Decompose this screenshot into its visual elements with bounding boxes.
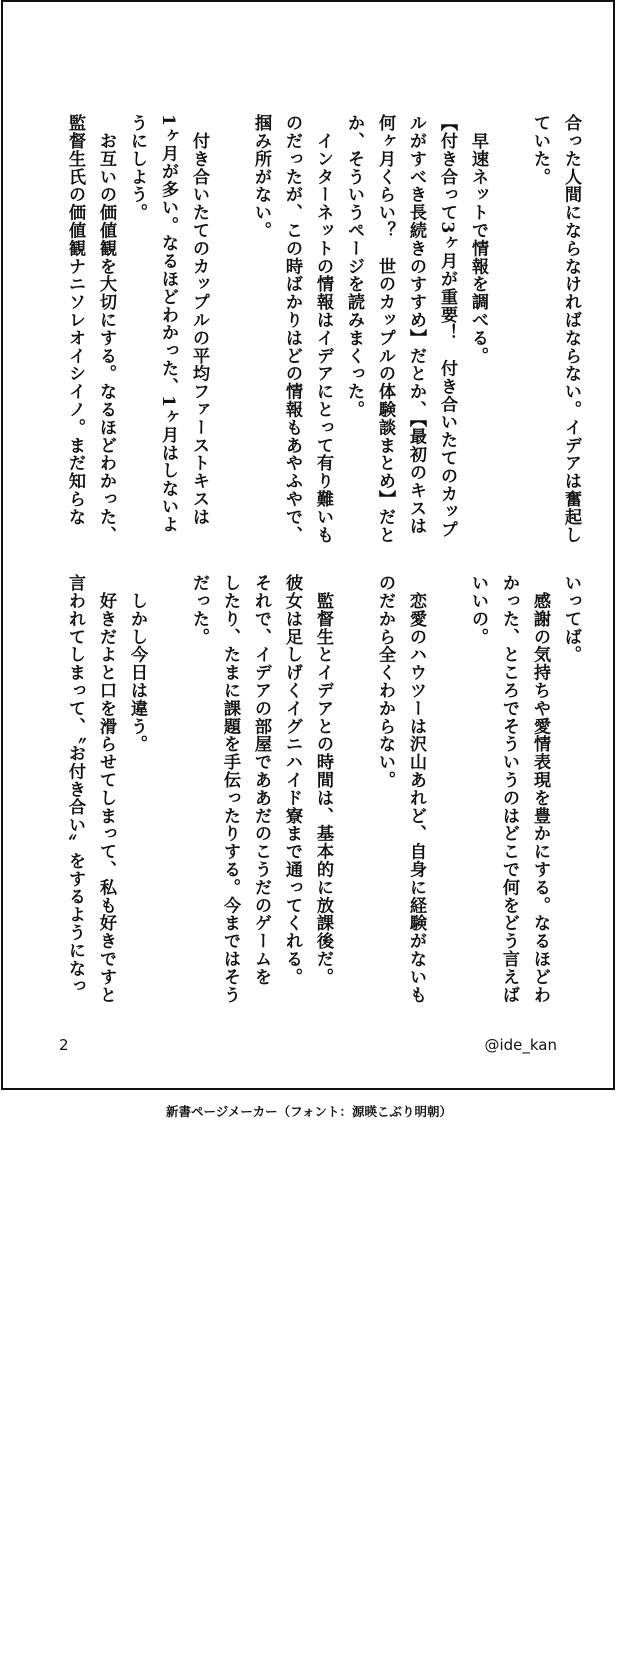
text-line: 掴み所がない。 — [251, 114, 271, 240]
text-line: 合った人間にならなければならない。イデアは奮起し — [561, 114, 581, 544]
app-footer-credit: 新書ページメーカー（フォント：源暎こぶり明朝） — [165, 1104, 452, 1119]
text-line: 付き合いたてのカップルの平均ファーストキスは — [189, 114, 209, 526]
lower-text-block — [59, 2, 586, 1660]
text-line: ていた。 — [530, 114, 550, 186]
text-line: 好きだよと口を滑らせてしまって、私も好きですと — [96, 574, 116, 1004]
text-line: だった。 — [189, 574, 209, 646]
text-line: いってば。 — [561, 574, 581, 664]
text-line: インターネットの情報はイデアにとって有り難いも — [313, 114, 333, 544]
text-line: したり、たまに課題を手伝ったりする。今まではそう — [220, 574, 240, 1004]
text-line: 監督生氏の価値観ナニソレオイシイノ。まだ知らな — [65, 114, 85, 526]
text-line: 何ヶ月くらい？ 世のカップルの体験談まとめ】だと — [375, 114, 395, 544]
text-line: 【付き合って3ヶ月が重要！ 付き合いたてのカップ — [437, 114, 457, 539]
text-line: それで、イデアの部屋でああだのこうだのゲームを — [251, 574, 271, 986]
text-line: いいの。 — [468, 574, 488, 646]
text-line: 恋愛のハウツーは沢山あれど、自身に経験がないも — [406, 574, 426, 1004]
author-handle: @ide_kan — [484, 1036, 557, 1054]
page-number: 2 — [59, 1036, 69, 1054]
text-line: 言われてしまって、〝お付き合い〟をするようになっ — [65, 574, 85, 995]
text-line: ルがすべき長続きのすすめ】だとか、【最初のキスは — [406, 114, 426, 535]
text-line: しかし今日は違う。 — [127, 574, 147, 753]
text-line: か、そういうページを読みまくった。 — [344, 114, 364, 419]
text-line: 早速ネットで情報を調べる。 — [468, 114, 488, 365]
text-line: 監督生とイデアとの時間は、基本的に放課後だ。 — [313, 574, 333, 986]
text-line: のだから全くわからない。 — [375, 574, 395, 789]
text-line: 彼女は足しげくイグニハイド寮まで通ってくれる。 — [282, 574, 302, 986]
text-line: かった、ところでそういうのはどこで何をどう言えば — [499, 574, 519, 1004]
text-line: お互いの価値観を大切にする。なるほどわかった、 — [96, 114, 116, 544]
text-line: うにしよう。 — [127, 114, 147, 222]
text-line: のだったが、この時ばかりはどの情報もあやふやで、 — [282, 114, 302, 544]
page-frame — [1, 0, 615, 1090]
text-line: 感謝の気持ちや愛情表現を豊かにする。なるほどわ — [530, 574, 550, 1004]
text-line: 1ヶ月が多い。なるほどわかった、1ヶ月はしないよ — [158, 114, 178, 534]
